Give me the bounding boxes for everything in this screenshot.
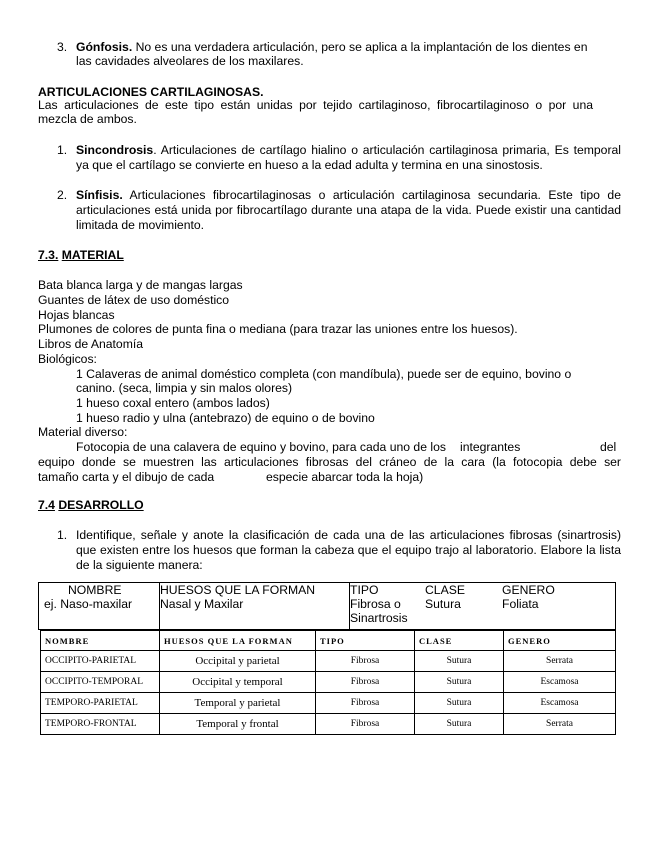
example-cell-huesos xyxy=(160,583,350,630)
cell-huesos: Occipital y parietal xyxy=(160,651,316,672)
cell-huesos: Temporal y parietal xyxy=(160,693,316,714)
table-row xyxy=(41,693,616,714)
example-value-clase: Sutura xyxy=(425,597,461,611)
bio-item-1b: canino. (seca, limpia y sin malos olores) xyxy=(76,381,293,395)
cartilaginosas-heading: ARTICULACIONES CARTILAGINOSAS. xyxy=(38,85,264,99)
cell-genero: Serrata xyxy=(504,651,616,672)
cell-genero: Escamosa xyxy=(504,693,616,714)
cell-nombre: TEMPORO-FRONTAL xyxy=(41,714,160,735)
material-line: Biológicos: xyxy=(38,351,97,366)
bio-item-3: 1 hueso radio y ulna (antebrazo) de equino o de bovino xyxy=(76,411,375,425)
cell-clase: Sutura xyxy=(415,651,504,672)
example-table-row xyxy=(39,583,616,630)
header-huesos: HUESOS QUE LA FORMAN xyxy=(160,631,316,651)
gomfosis-number: 3. xyxy=(57,40,68,54)
articulations-table xyxy=(40,630,616,735)
bio-item-2: 1 hueso coxal entero (ambos lados) xyxy=(76,396,270,410)
cell-genero: Escamosa xyxy=(504,672,616,693)
cell-tipo: Fibrosa xyxy=(316,693,415,714)
cell-tipo: Fibrosa xyxy=(316,672,415,693)
material-title: MATERIAL xyxy=(61,248,124,262)
header-genero: GENERO xyxy=(504,631,616,651)
table-row xyxy=(41,651,616,672)
cell-huesos: Temporal y frontal xyxy=(160,714,316,735)
sinfisis-paragraph xyxy=(76,188,621,233)
cell-nombre: OCCIPITO-PARIETAL xyxy=(41,651,160,672)
cell-clase: Sutura xyxy=(415,672,504,693)
cell-tipo: Fibrosa xyxy=(316,714,415,735)
table-header-row xyxy=(41,631,616,651)
material-heading xyxy=(38,248,124,262)
example-cell-nombre xyxy=(39,583,160,630)
cell-nombre: OCCIPITO-TEMPORAL xyxy=(41,672,160,693)
material-line: Plumones de colores de punta fina o mediana (para trazar las uniones entre los huesos). xyxy=(38,322,518,337)
material-list xyxy=(38,278,518,367)
gomfosis-text-1: No es una verdadera articulación, pero se aplica a la implantación de los dientes en xyxy=(132,40,588,54)
material-number: 7.3. xyxy=(38,248,59,262)
header-tipo: TIPO xyxy=(316,631,415,651)
table-row xyxy=(41,672,616,693)
example-header-genero: GENERO xyxy=(502,583,555,597)
table-row xyxy=(41,714,616,735)
sincondrosis-number: 1. xyxy=(57,143,68,157)
material-diverso: Material diverso: xyxy=(38,425,128,439)
desarrollo-item-number: 1. xyxy=(57,528,68,542)
material-line: Bata blanca larga y de mangas largas xyxy=(38,278,243,292)
foto-line-1c: del xyxy=(600,440,617,454)
example-table xyxy=(38,582,616,630)
example-header-tipo: TIPO xyxy=(350,583,379,597)
gomfosis-line-1 xyxy=(76,40,587,54)
example-cell-clase xyxy=(425,583,502,630)
desarrollo-item-text: Identifique, señale y anote la clasificación de cada una de las articulaciones fibrosas (sinartrosis) que existen entre los huesos que forman la cabeza que el equipo trajo al laboratorio. Elabore la lista de la siguiente manera: xyxy=(76,528,621,572)
sincondrosis-text: . Articulaciones de cartílago hialino o articulación cartilaginosa primaria, Es temporal ya que el cartílago se convierte en hueso a la edad adulta y termina en una sinostosis. xyxy=(76,143,621,172)
cell-clase: Sutura xyxy=(415,693,504,714)
foto-line-3b: especie abarcar toda la hoja) xyxy=(266,470,424,484)
gomfosis-term: Gónfosis. xyxy=(76,40,133,54)
foto-line-1a: Fotocopia de una calavera de equino y bovino, para cada uno de los xyxy=(76,440,446,454)
example-value-huesos: Nasal y Maxilar xyxy=(160,597,244,611)
cell-clase: Sutura xyxy=(415,714,504,735)
foto-line-2: equipo donde se muestren las articulaciones fibrosas del cráneo de la cara (la fotocopia debe ser xyxy=(38,455,621,469)
example-value-nombre: ej. Naso-maxilar xyxy=(44,597,133,611)
desarrollo-heading xyxy=(38,498,144,512)
desarrollo-title: DESARROLLO xyxy=(58,498,144,512)
sinfisis-term: Sínfisis. xyxy=(76,188,123,202)
desarrollo-number: 7.4 xyxy=(38,498,55,512)
example-header-clase: CLASE xyxy=(425,583,465,597)
example-value-tipo: Fibrosa o xyxy=(350,597,401,611)
cartilaginosas-intro: Las articulaciones de este tipo están unidas por tejido cartilaginoso, fibrocartilaginoso o por una mezcla de ambos. xyxy=(38,98,593,126)
cell-huesos: Occipital y temporal xyxy=(160,672,316,693)
cell-nombre: TEMPORO-PARIETAL xyxy=(41,693,160,714)
sincondrosis-paragraph xyxy=(76,143,621,173)
example-value-genero: Foliata xyxy=(502,597,539,611)
bio-item-1a: 1 Calaveras de animal doméstico completa (con mandíbula), puede ser de equino, bovino o xyxy=(76,367,572,381)
sinfisis-text: Articulaciones fibrocartilaginosas o articulación cartilaginosa secundaria. Este tipo de articulaciones está unida por fibrocartílago durante una atapa de la vida. Puede existir una cantidad limitada de movimiento. xyxy=(76,188,621,232)
cell-genero: Serrata xyxy=(504,714,616,735)
material-line: Libros de Anatomía xyxy=(38,337,144,352)
sinfisis-number: 2. xyxy=(57,188,68,202)
material-line: Guantes de látex de uso doméstico xyxy=(38,292,230,307)
example-header-nombre: NOMBRE xyxy=(68,583,122,597)
header-clase: CLASE xyxy=(415,631,504,651)
sincondrosis-term: Sincondrosis xyxy=(76,143,154,157)
example-cell-genero xyxy=(502,583,616,630)
cell-tipo: Fibrosa xyxy=(316,651,415,672)
example-header-huesos: HUESOS QUE LA FORMAN xyxy=(160,583,316,597)
header-nombre: NOMBRE xyxy=(41,631,160,651)
material-line: Hojas blancas xyxy=(38,307,115,322)
foto-line-3a: tamaño carta y el dibujo de cada xyxy=(38,470,215,484)
example-value-tipo-2: Sinartrosis xyxy=(350,611,408,625)
example-cell-tipo xyxy=(350,583,426,630)
foto-line-1b: integrantes xyxy=(460,440,521,454)
gomfosis-text-2: las cavidades alveolares de los maxilares. xyxy=(76,54,304,68)
